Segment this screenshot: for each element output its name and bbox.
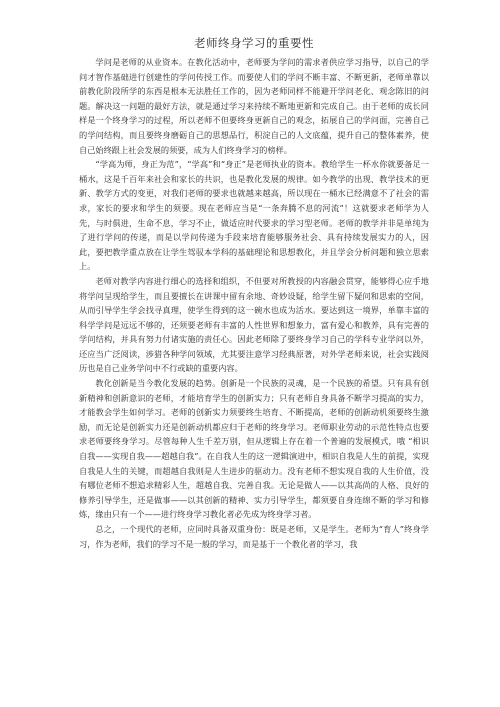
paragraph-3: 老师对教学内容进行细心的选择和组织，不但要对所教授的内容融会贯穿，能够得心应手地将学问呈现给学生，而且要擅长在讲课中留有余地、奇妙设疑，给学生留下疑问和思索的空间，从而引导学生学会找寻真理，使学生得到的这一碗水也成为活水。要达到这一境界，单靠丰富的科学学问是远远不够的，还须要老师有丰富的人性世界和想象力，富有爱心和教养，具有完善的学问结构，并具有努力付诸实施的责任心。因此老师除了要终身学习自己的学科专业学问以外，还应当广泛阅读，涉猎各种学问领域，尤其要注意学习经典原著，对外学老师来说，社会实践阅历也是自己业务学问中不行或缺的重要内容。: [79, 275, 429, 374]
document-body: [79, 35, 429, 551]
paragraph-5: 总之，一个现代的老师，应同时具备双重身份：既是老师，又是学生。老师为“育人”终身学习，作为老师，我们的学习不是一般的学习，而是基于一个教化者的学习，我: [79, 524, 429, 549]
paragraph-1: 学问是老师的从业资本。在教化活动中，老师要为学问的需求者供应学习指导，以自己的学问才智作基础进行创建性的学问传授工作。而要使人们的学问不断丰富、不断更新，老师单靠以前教化阶段所学的东西是根本无法胜任工作的，因为老师同样不能避开学问老化、观念陈旧的问题。解决这一问题的最好方法，就是通过学习来持续不断地更新和完成自己。由于老师的成长同样是一个终身学习的过程，所以老师不但要终身更新自己的观念，拓展自己的学问面，完善自己的学问结构，而且要终身磨砺自己的思想品行，积淀自己的人文底蕴，提升自己的整体素养，使自己始终跟上社会发展的须要，成为人们终身学习的榜样。: [79, 57, 429, 155]
document-title: 老师终身学习的重要性: [194, 36, 314, 50]
paragraph-2: “学高为师，身正为范”，“学高”和“身正”是老师执业的资本。教给学生一杯水你就要备足一桶水，这是千百年来社会和家长的共识，也是教化发展的规律。如今教学的出现、教学技术的更新、教学方式的变更，对我们老师的要求也就越来越高，所以现在一桶水已经满意不了社会的需求，家长的要求和学生的须要。现在老师应当是“一条奔腾不息的河流”！这就要求老师学为人先，与时俱进，生命不息，学习不止，做适应时代要求的学习型老师。老师的教学并非是单纯为了进行学问的传递，而是以学问传递为手段来培育能够服务社会、具有持续发展实力的人，因此，要把教学重点放在让学生驾驭本学科的基础理论和思想教化，并且学会分析问题和独立思索上。: [79, 159, 429, 272]
paragraph-4: 教化创新是当今教化发展的趋势。创新是一个民族的灵魂，是一个民族的希望。只有具有创新精神和创新意识的老师，才能培育学生的创新实力；只有老师自身具备不断学习提高的实力，才能教会学生如何学习。老师的创新实力须要终生培育、不断提高，老师的创新动机须要终生激励，而无论是创新实力还是创新动机都应归于老师的终身学习。老师职业劳动的示范性特点也要求老师要终身学习。尽管每种人生千差万别，但从逻辑上存在着一个普遍的发展模式，哦 “相识自我——实现自我——超越自我”。在自我人生的这一逻辑演进中，相识自我是人生的前提，实现自我是人生的关键，而超越自我则是人生进步的驱动力。没有老师不想实现自我的人生价值，没有哪位老师不想追求精彩人生，超越自我、完善自我。无论是做人——以其高尚的人格、良好的修养引导学生，还是做事——以其创新的精神、实力引导学生，都须要自身连绵不断的学习和修炼，缘由只有一个——进行终身学习教化者必先成为终身学习者。: [79, 378, 429, 520]
